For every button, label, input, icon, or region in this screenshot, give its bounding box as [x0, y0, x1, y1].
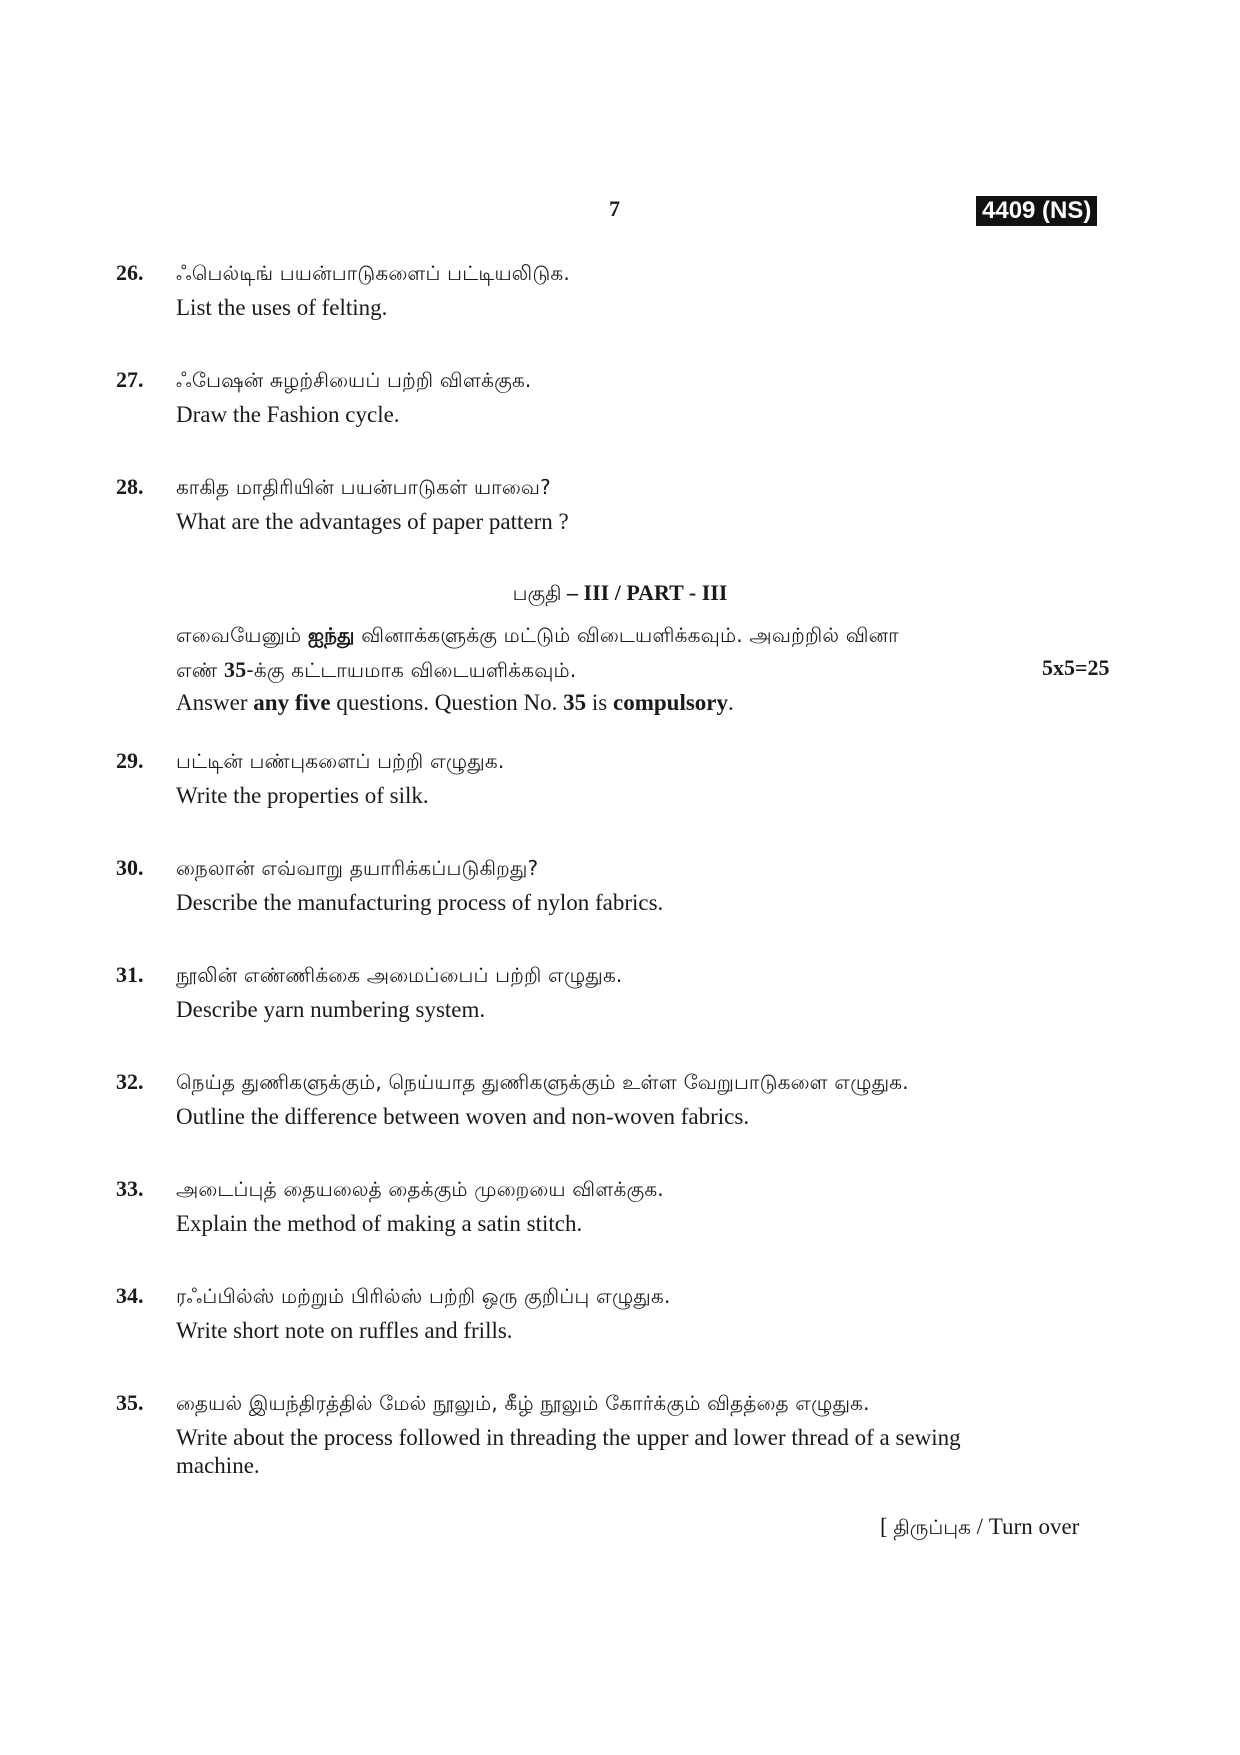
question-english: Draw the Fashion cycle.	[176, 402, 400, 427]
marks-allocation: 5x5=25	[1042, 655, 1110, 680]
instr-text: questions. Question No.	[330, 690, 564, 715]
instr-bold: 35	[563, 690, 587, 715]
question-number: 33.	[116, 1176, 144, 1201]
instr-text: is	[586, 690, 614, 715]
question-number: 26.	[116, 260, 144, 285]
instr-text: -க்கு கட்டாயமாக விடையளிக்கவும்.	[246, 658, 577, 682]
question-tamil: காகித மாதிரியின் பயன்பாடுகள் யாவை?	[176, 475, 551, 499]
instr-text: .	[728, 690, 734, 715]
question-number: 34.	[116, 1283, 144, 1308]
instruction-tamil-line-2	[176, 657, 576, 685]
question-tamil: ஃபேஷன் சுழற்சியைப் பற்றி விளக்குக.	[176, 368, 532, 392]
question-number: 28.	[116, 474, 144, 499]
instr-text: எவையேனும்	[176, 623, 308, 647]
question-tamil: ஃபெல்டிங் பயன்பாடுகளைப் பட்டியலிடுக.	[176, 261, 570, 285]
question-english: Describe yarn numbering system.	[176, 997, 486, 1022]
instr-bold: any five	[253, 690, 331, 715]
footer-english: / Turn over	[970, 1514, 1080, 1539]
question-tamil: நெய்த துணிகளுக்கும், நெய்யாத துணிகளுக்கும் உள்ள வேறுபாடுகளை எழுதுக.	[176, 1070, 909, 1094]
instr-text: எண்	[176, 658, 225, 682]
page-number: 7	[609, 196, 620, 221]
instr-text: வினாக்களுக்கு மட்டும் விடையளிக்கவும். அவற்றில் வினா	[354, 623, 899, 647]
question-english: Outline the difference between woven and non-woven fabrics.	[176, 1104, 750, 1129]
part-heading-tamil: பகுதி	[512, 581, 562, 605]
instr-bold: ஐந்து	[307, 623, 355, 647]
paper-code-badge: 4409 (NS)	[976, 196, 1097, 226]
question-english: Write short note on ruffles and frills.	[176, 1318, 513, 1343]
question-number: 35.	[116, 1390, 144, 1415]
question-english-continued: machine.	[176, 1453, 260, 1478]
question-number: 32.	[116, 1069, 144, 1094]
question-english: Describe the manufacturing process of nylon fabrics.	[176, 890, 664, 915]
instr-bold: compulsory	[613, 690, 729, 715]
question-tamil: ரஃப்பில்ஸ் மற்றும் பிரில்ஸ் பற்றி ஒரு குறிப்பு எழுதுக.	[176, 1284, 671, 1308]
instruction-english	[176, 690, 734, 716]
question-english: What are the advantages of paper pattern ?	[176, 509, 569, 534]
question-number: 29.	[116, 748, 144, 773]
question-number: 31.	[116, 962, 144, 987]
question-tamil: நூலின் எண்ணிக்கை அமைப்பைப் பற்றி எழுதுக.	[176, 963, 623, 987]
question-english: Write the properties of silk.	[176, 783, 429, 808]
question-tamil: பட்டின் பண்புகளைப் பற்றி எழுதுக.	[176, 749, 505, 773]
question-english: List the uses of felting.	[176, 295, 388, 320]
question-english: Explain the method of making a satin stitch.	[176, 1211, 583, 1236]
part-heading-english: – III / PART - III	[561, 580, 728, 605]
question-number: 27.	[116, 367, 144, 392]
question-tamil: அடைப்புத் தையலைத் தைக்கும் முறையை விளக்குக.	[176, 1177, 664, 1201]
question-number: 30.	[116, 855, 144, 880]
turn-over-note	[880, 1514, 1079, 1542]
footer-bracket: [	[880, 1514, 894, 1539]
question-tamil: தையல் இயந்திரத்தில் மேல் நூலும், கீழ் நூலும் கோர்க்கும் விதத்தை எழுதுக.	[176, 1391, 870, 1415]
instruction-tamil-line-1	[176, 623, 899, 650]
question-english: Write about the process followed in threading the upper and lower thread of a sewing	[176, 1425, 961, 1450]
question-tamil: நைலான் எவ்வாறு தயாரிக்கப்படுகிறது?	[176, 856, 539, 880]
instr-bold: 35	[224, 657, 247, 682]
part-heading	[0, 580, 1240, 608]
footer-tamil: திருப்புக	[893, 1515, 971, 1539]
instr-text: Answer	[176, 690, 254, 715]
